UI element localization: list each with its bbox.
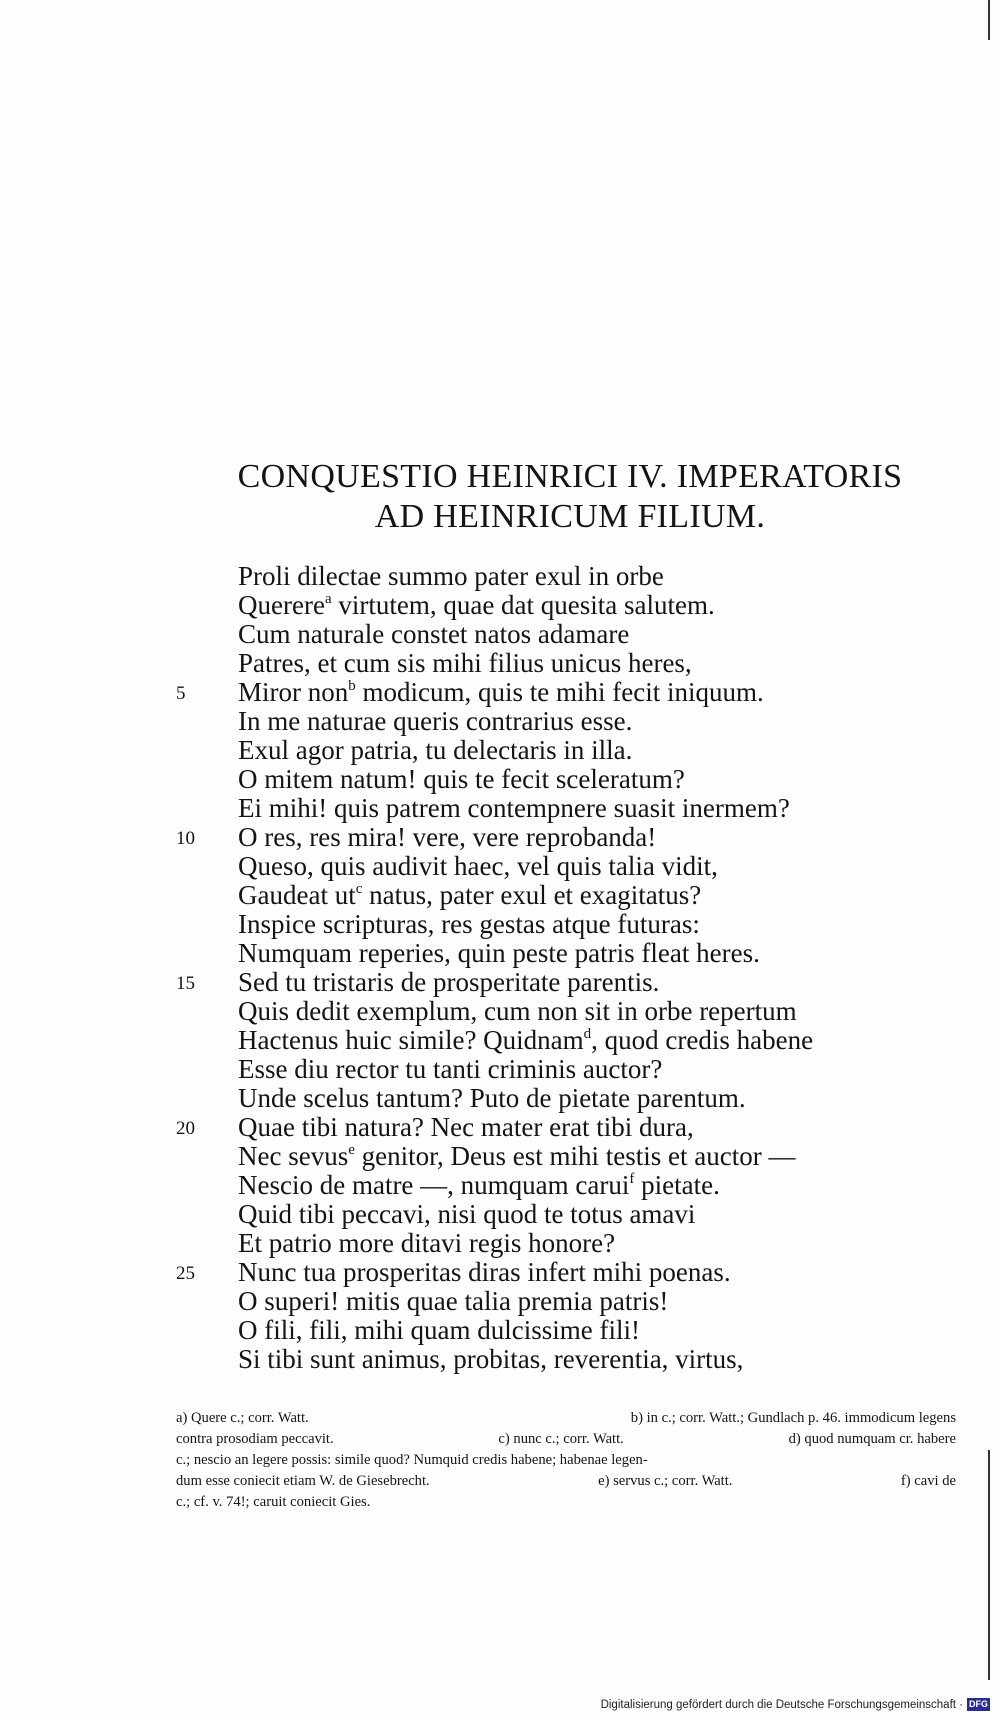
footnote-entry: b) in c.; corr. Watt.; Gundlach p. 46. immodicum legens [630,1410,956,1426]
line-number: 5 [176,683,186,704]
verse-line [176,1200,966,1229]
verse-text [238,1142,795,1171]
footnote-entry: d) quod numquam cr. habere [788,1431,956,1447]
verse-line [176,1084,966,1113]
verse-line [176,620,966,649]
verse-text: Quis dedit exemplum, cum non sit in orbe repertum [238,996,797,1026]
verse-text: Queso, quis audivit haec, vel quis talia vidit, [238,851,718,881]
verse-text: Et patrio more ditavi regis honore? [238,1228,616,1258]
verse-text-segment: Nescio de matre —, numquam carui [238,1170,630,1200]
line-number: 20 [176,1118,195,1139]
verse-text: Unde scelus tantum? Puto de pietate parentum. [238,1083,746,1113]
verse-text: Esse diu rector tu tanti criminis auctor? [238,1054,663,1084]
poem-body [176,562,966,1374]
footnote-marker: a [324,591,332,607]
verse-line [176,1142,966,1171]
verse-text [238,591,715,620]
verse-text: Si tibi sunt animus, probitas, reverentia, virtus, [238,1344,744,1374]
verse-text: Ei mihi! quis patrem contempnere suasit inermem? [238,793,790,823]
verse-text: In me naturae queris contrarius esse. [238,706,633,736]
footnote-line [176,1408,956,1429]
verse-line [176,591,966,620]
line-number: 25 [176,1263,195,1284]
verse-text: O res, res mira! vere, vere reprobanda! [238,822,657,852]
verse-line [176,1026,966,1055]
verse-text: Exul agor patria, tu delectaris in illa. [238,735,633,765]
verse-text: O mitem natum! quis te fecit sceleratum? [238,764,685,794]
footnote-marker: e [348,1142,355,1158]
verse-line [176,1316,966,1345]
verse-line [176,1287,966,1316]
verse-line [176,765,966,794]
verse-line [176,1258,966,1287]
footnote-marker: c [355,881,363,897]
page-edge-top [988,0,990,40]
footnote-line [176,1429,956,1450]
footnote-entry: c.; cf. v. 74!; caruit coniecit Gies. [176,1494,371,1510]
page-edge-bottom [988,1450,990,1680]
footnote-entry: e) servus c.; corr. Watt. [598,1473,733,1489]
verse-text: Inspice scripturas, res gestas atque futuras: [238,909,700,939]
footer-text: Digitalisierung gefördert durch die Deutsche Forschungsgemeinschaft · [600,1698,963,1711]
line-number: 10 [176,828,195,849]
footnote-line [176,1492,956,1513]
footnotes [176,1408,956,1513]
verse-line [176,794,966,823]
verse-text-segment: Querere [238,590,325,620]
verse-line [176,1113,966,1142]
verse-text-segment: virtutem, quae dat quesita salutem. [331,590,715,620]
footnote-entry: contra prosodiam peccavit. [176,1431,334,1447]
page-title [150,457,990,537]
footnote-entry: c.; nescio an legere possis: simile quod? Numquid credis habene; habenae legen- [176,1452,648,1468]
verse-line [176,1171,966,1200]
verse-text-segment: , quod credis habene [591,1025,814,1055]
dfg-logo: DFG [969,1699,988,1709]
verse-line [176,823,966,852]
verse-text: Cum naturale constet natos adamare [238,619,630,649]
verse-line [176,562,966,591]
verse-line [176,939,966,968]
verse-text-segment: natus, pater exul et exagitatus? [362,880,702,910]
footnote-entry: dum esse coniecit etiam W. de Giesebrecht. [176,1473,430,1489]
footnote-entry: f) cavi de [900,1473,956,1489]
verse-text: O superi! mitis quae talia premia patris! [238,1286,669,1316]
footnote-line [176,1471,956,1492]
footnote-entry: c) nunc c.; corr. Watt. [498,1431,624,1447]
verse-text: Sed tu tristaris de prosperitate parentis. [238,967,660,997]
verse-line [176,968,966,997]
verse-text: O fili, fili, mihi quam dulcissime fili! [238,1315,640,1345]
verse-text: Proli dilectae summo pater exul in orbe [238,561,664,591]
verse-text-segment: genitor, Deus est mihi testis et auctor — [354,1141,796,1171]
verse-text-segment: modicum, quis te mihi fecit iniquum. [355,677,764,707]
verse-line [176,1055,966,1084]
verse-text: Quae tibi natura? Nec mater erat tibi dura, [238,1112,694,1142]
verse-text: Quid tibi peccavi, nisi quod te totus amavi [238,1199,696,1229]
verse-text [238,1171,720,1200]
footnote-marker: b [348,678,356,694]
verse-text [238,678,764,707]
verse-text-segment: Gaudeat ut [238,880,356,910]
verse-text-segment: pietate. [634,1170,720,1200]
footnote-line [176,1450,956,1471]
line-number: 15 [176,973,195,994]
footnote-marker: f [629,1171,635,1187]
verse-line [176,997,966,1026]
verse-line [176,852,966,881]
verse-line [176,649,966,678]
verse-line [176,1345,966,1374]
verse-text-segment: Miror non [238,677,349,707]
title-line-1: CONQUESTIO HEINRICI IV. IMPERATORIS [237,458,903,495]
verse-line [176,678,966,707]
verse-text-segment: Nec sevus [238,1141,349,1171]
verse-line [176,707,966,736]
verse-text: Patres, et cum sis mihi filius unicus heres, [238,648,692,678]
verse-text: Numquam reperies, quin peste patris fleat heres. [238,938,760,968]
verse-line [176,1229,966,1258]
title-line-2: AD HEINRICUM FILIUM. [374,498,766,535]
footer-credit [601,1698,990,1711]
verse-text [238,1026,813,1055]
footnote-entry: a) Quere c.; corr. Watt. [176,1410,309,1426]
verse-text: Nunc tua prosperitas diras infert mihi poenas. [238,1257,731,1287]
footnote-marker: d [583,1026,592,1042]
verse-text-segment: Hactenus huic simile? Quidnam [238,1025,584,1055]
verse-line [176,736,966,765]
verse-line [176,910,966,939]
verse-text [238,881,701,910]
verse-line [176,881,966,910]
